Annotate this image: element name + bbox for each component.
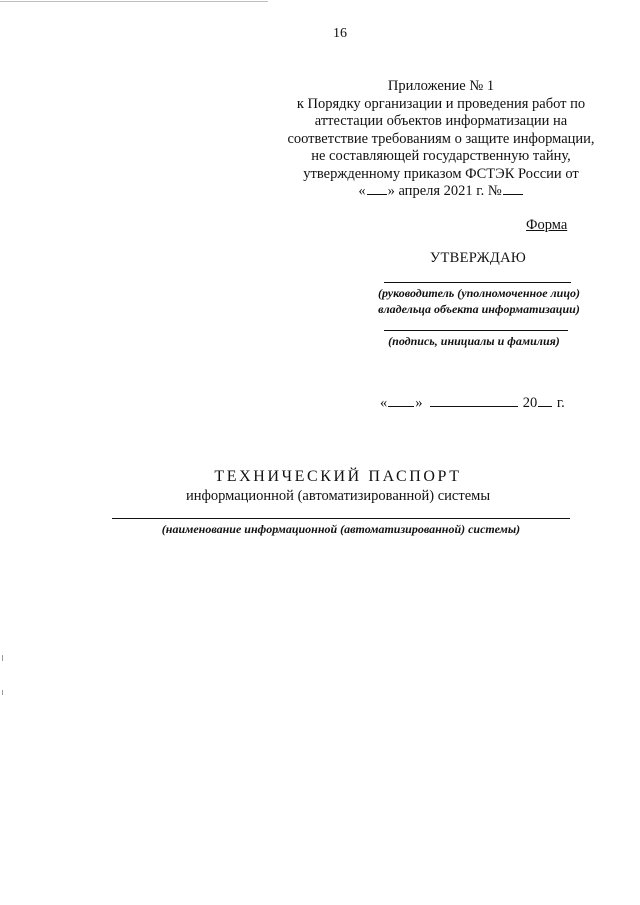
open-quote: « xyxy=(358,183,366,199)
appendix-line: аттестации объектов информатизации на xyxy=(314,113,568,129)
open-quote: « xyxy=(380,395,388,411)
day-blank xyxy=(388,405,414,407)
day-blank xyxy=(367,193,387,195)
approval-date xyxy=(380,395,565,412)
head-caption xyxy=(368,285,590,317)
appendix-header xyxy=(278,78,604,201)
document-title: ТЕХНИЧЕСКИЙ ПАСПОРТ xyxy=(214,468,462,485)
page-number: 16 xyxy=(333,26,347,41)
document-subtitle: информационной (автоматизированной) системы xyxy=(185,488,491,504)
head-caption-line: (руководитель (уполномоченное лицо) xyxy=(377,286,581,300)
scan-margin-mark xyxy=(2,690,3,695)
system-name-line xyxy=(112,518,570,519)
appendix-line: не составляющей государственную тайну, xyxy=(311,148,571,164)
close-quote: » xyxy=(387,183,395,199)
appendix-line: Приложение № 1 xyxy=(387,78,495,94)
appendix-line: утвержденному приказом ФСТЭК России от xyxy=(303,165,579,182)
approval-title: УТВЕРЖДАЮ xyxy=(429,250,527,266)
appendix-line: к Порядку организации и проведения работ по xyxy=(296,95,586,112)
head-name-line xyxy=(384,282,571,283)
close-quote: » xyxy=(415,395,423,411)
signature-caption: (подпись, инициалы и фамилия) xyxy=(388,334,560,348)
scan-margin-mark xyxy=(2,655,3,661)
system-name-caption: (наименование информационной (автоматизированной) системы) xyxy=(161,522,521,536)
appendix-date-line xyxy=(278,183,604,201)
month-blank xyxy=(430,405,518,407)
year-suffix: г. xyxy=(556,395,565,411)
appendix-line: соответствие требованиям о защите информации, xyxy=(287,130,595,147)
head-caption-line: владельца объекта информатизации) xyxy=(378,302,580,316)
year-blank xyxy=(538,405,552,407)
appendix-date-text: апреля 2021 г. № xyxy=(398,183,502,199)
scan-edge-line xyxy=(0,1,268,2)
number-blank xyxy=(503,193,523,195)
year-prefix: 20 xyxy=(522,395,538,411)
form-label: Форма xyxy=(526,217,568,233)
signature-line xyxy=(384,330,568,331)
